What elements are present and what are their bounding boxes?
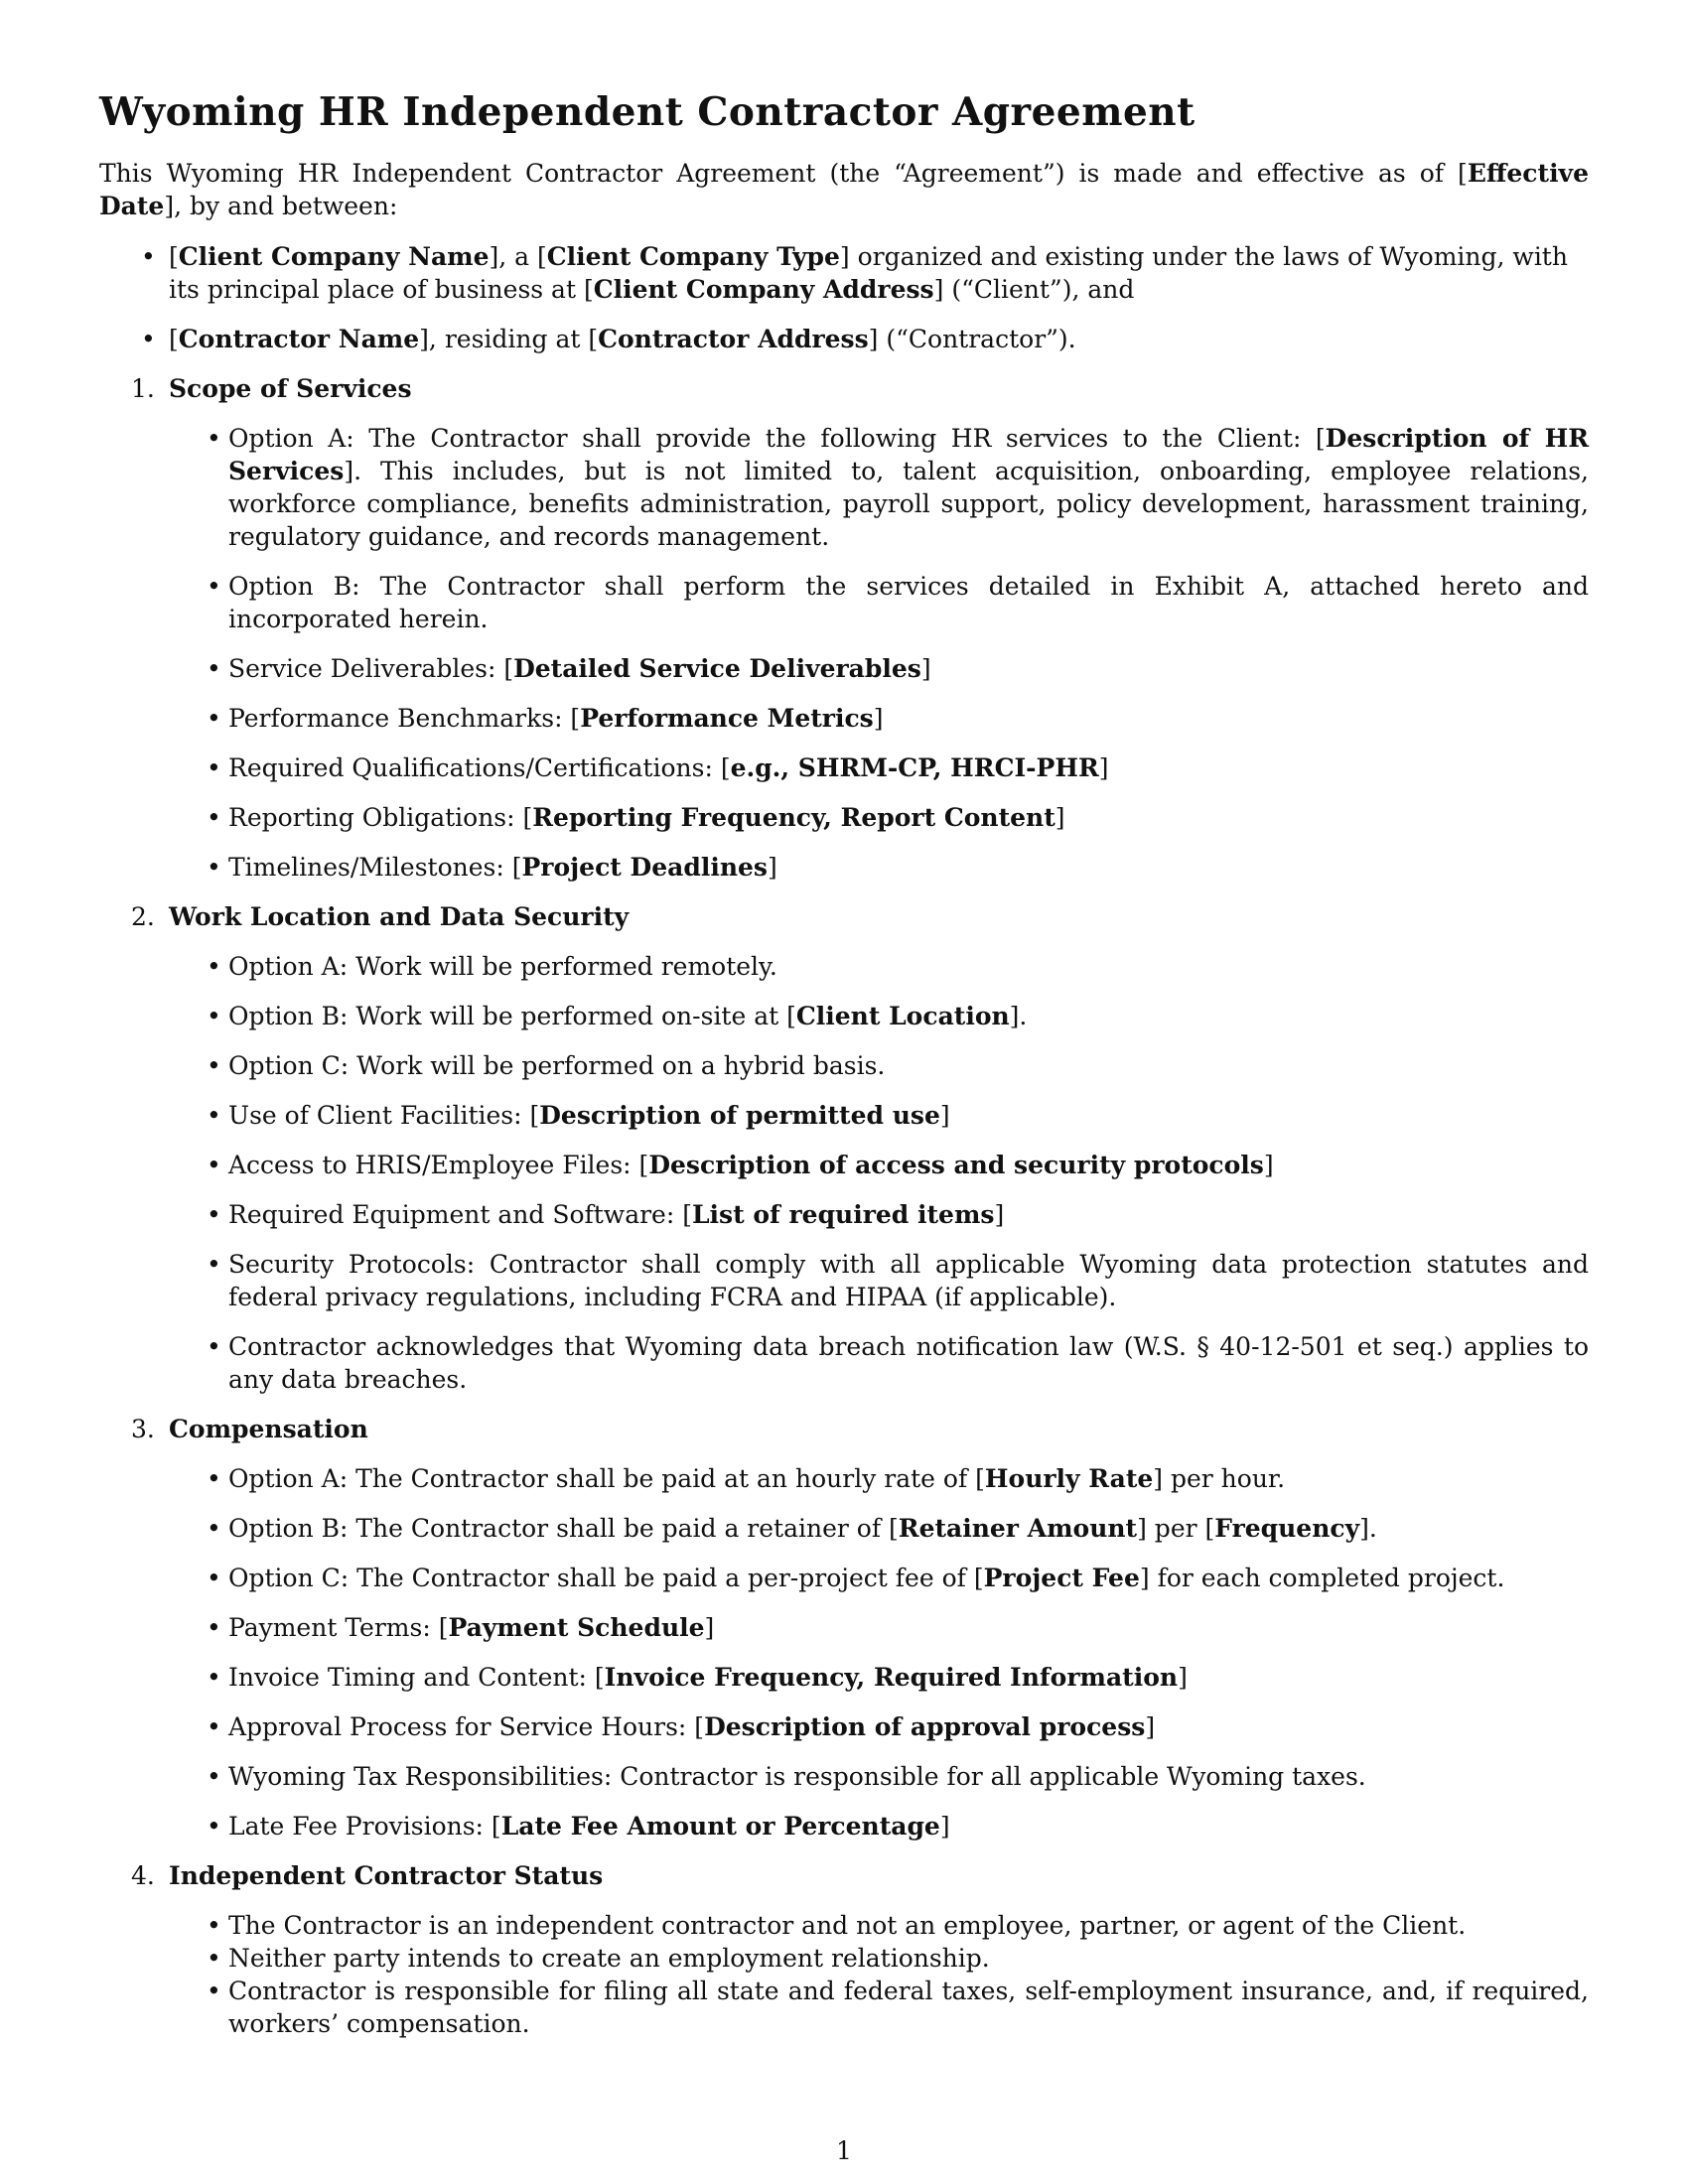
section-title: Work Location and Data Security — [169, 902, 630, 931]
placeholder-field: Reporting Frequency, Report Content — [532, 803, 1055, 832]
clause-text: Contractor acknowledges that Wyoming data breach notification law (W.S. § 40-12-501 et seq.) applies to any data breaches. — [228, 1332, 1589, 1394]
clause-item — [228, 1760, 1589, 1793]
clause-text: Wyoming Tax Responsibilities: Contractor is responsible for all applicable Wyoming taxes. — [228, 1762, 1366, 1791]
section-clause-list — [228, 1462, 1589, 1843]
placeholder-field: Frequency — [1214, 1514, 1360, 1543]
clause-text: ] — [939, 1812, 950, 1841]
clause-text: Use of Client Facilities: [ — [228, 1101, 540, 1130]
placeholder-field: Client Company Address — [593, 275, 934, 304]
clause-item — [228, 422, 1589, 553]
clause-text: ] — [704, 1613, 715, 1642]
clause-text: ]. This includes, but is not limited to, talent acquisition, onboarding, employee relations, workforce compliance, benefits administration, payroll support, policy development, harassment training, regulatory guidance, and records management. — [228, 457, 1589, 551]
clause-item — [228, 751, 1589, 784]
clause-item — [228, 1248, 1589, 1313]
placeholder-field: Hourly Rate — [984, 1464, 1154, 1493]
section-title: Scope of Services — [169, 374, 412, 403]
placeholder-field: e.g., SHRM-CP, HRCI-PHR — [730, 753, 1099, 782]
section-number: 2. — [131, 902, 155, 931]
clause-text: ] — [1055, 803, 1065, 832]
clause-text: Neither party intends to create an employment relationship. — [228, 1944, 990, 1973]
clause-text: ] — [939, 1101, 950, 1130]
parties-list — [99, 240, 1589, 355]
effective-date-placeholder: Effective Date — [99, 159, 1589, 220]
clause-text: The Contractor is an independent contractor and not an employee, partner, or agent of the Client. — [228, 1911, 1467, 1940]
clause-item — [228, 1330, 1589, 1396]
clause-text: ] organized and existing under the laws of Wyoming, with its principal place of business at [ — [169, 242, 1568, 304]
clause-text: Option C: The Contractor shall be paid a per-project fee of [ — [228, 1564, 984, 1592]
clause-text: ] — [1145, 1712, 1156, 1741]
clause-text: Approval Process for Service Hours: [ — [228, 1712, 705, 1741]
document-title: Wyoming HR Independent Contractor Agreement — [99, 89, 1196, 135]
clause-item — [228, 1512, 1589, 1545]
placeholder-field: Description of permitted use — [539, 1101, 940, 1130]
section-item — [99, 1859, 1589, 2040]
clause-text: Option A: The Contractor shall provide the following HR services to the Client: [ — [228, 424, 1326, 453]
placeholder-field: Contractor Name — [178, 325, 420, 353]
clause-text: ] per [ — [1137, 1514, 1215, 1543]
placeholder-field: Project Fee — [983, 1564, 1140, 1592]
section-title: Independent Contractor Status — [169, 1861, 604, 1890]
sections-list — [99, 372, 1589, 2040]
party-item — [99, 240, 1589, 306]
intro-paragraph — [99, 157, 1589, 222]
intro-text-after: ], by and between: — [164, 192, 398, 220]
clause-text: ] — [1263, 1151, 1274, 1179]
clause-text: ] — [767, 853, 777, 882]
clause-text: Option C: Work will be performed on a hybrid basis. — [228, 1051, 886, 1080]
placeholder-field: Description of HR Services — [228, 424, 1589, 485]
clause-text: ]. — [1009, 1002, 1028, 1030]
clause-text: Security Protocols: Contractor shall comply with all applicable Wyoming data protection statutes and federal privacy regulations, including FCRA and HIPAA (if applicable). — [228, 1250, 1589, 1311]
placeholder-field: Project Deadlines — [521, 853, 768, 882]
clause-text: Access to HRIS/Employee Files: [ — [228, 1151, 649, 1179]
clause-text: Contractor is responsible for filing all state and federal taxes, self-employment insurance, and, if required, workers’ compensation. — [228, 1977, 1589, 2038]
clause-item — [228, 1000, 1589, 1032]
clause-text: Reporting Obligations: [ — [228, 803, 533, 832]
placeholder-field: Late Fee Amount or Percentage — [500, 1812, 940, 1841]
clause-text: ] — [873, 704, 884, 733]
clause-item — [228, 1099, 1589, 1132]
intro-text-before: This Wyoming HR Independent Contractor Agreement (the “Agreement”) is made and effective as of [ — [99, 159, 1468, 188]
section-item — [99, 372, 1589, 884]
placeholder-field: Client Company Name — [178, 242, 490, 271]
clause-text: Service Deliverables: [ — [228, 654, 514, 683]
clause-text: Late Fee Provisions: [ — [228, 1812, 501, 1841]
clause-text: ] (“Contractor”). — [868, 325, 1076, 353]
clause-text: ] — [1098, 753, 1109, 782]
clause-item — [228, 1149, 1589, 1181]
placeholder-field: Description of access and security protocols — [648, 1151, 1264, 1179]
clause-item — [228, 1942, 1589, 1975]
clause-text: Option A: Work will be performed remotely. — [228, 952, 777, 981]
section-title: Compensation — [169, 1415, 368, 1443]
placeholder-field: Client Company Type — [546, 242, 840, 271]
document-page — [99, 87, 1589, 2054]
clause-item — [228, 950, 1589, 983]
placeholder-field: Retainer Amount — [898, 1514, 1138, 1543]
clause-text: ], a [ — [489, 242, 547, 271]
section-clause-list — [228, 422, 1589, 884]
clause-text: ] per hour. — [1153, 1464, 1286, 1493]
clause-text: Required Qualifications/Certifications: [ — [228, 753, 731, 782]
clause-item — [228, 801, 1589, 834]
section-item — [99, 1413, 1589, 1843]
clause-text: Option A: The Contractor shall be paid at an hourly rate of [ — [228, 1464, 985, 1493]
clause-item — [228, 1810, 1589, 1843]
clause-text: ] (“Client”), and — [933, 275, 1135, 304]
clause-text: Payment Terms: [ — [228, 1613, 449, 1642]
clause-text: Performance Benchmarks: [ — [228, 704, 581, 733]
placeholder-field: List of required items — [691, 1200, 995, 1229]
clause-text: ] for each completed project. — [1139, 1564, 1505, 1592]
placeholder-field: Performance Metrics — [580, 704, 874, 733]
clause-text: ] — [994, 1200, 1005, 1229]
clause-item — [228, 851, 1589, 884]
clause-text: ]. — [1359, 1514, 1377, 1543]
section-number: 3. — [131, 1415, 155, 1443]
clause-item — [228, 1975, 1589, 2040]
clause-item — [228, 1562, 1589, 1594]
clause-item — [228, 1909, 1589, 1942]
clause-text: Option B: Work will be performed on-site at [ — [228, 1002, 796, 1030]
clause-item — [228, 702, 1589, 735]
clause-item — [228, 652, 1589, 685]
party-item — [99, 323, 1589, 355]
clause-text: ] — [1178, 1663, 1188, 1692]
page-number: 1 — [836, 2136, 852, 2165]
clause-item — [228, 570, 1589, 635]
clause-text: [ — [169, 325, 179, 353]
clause-item — [228, 1611, 1589, 1644]
section-clause-list — [228, 1909, 1589, 2040]
placeholder-field: Invoice Frequency, Required Information — [604, 1663, 1179, 1692]
clause-item — [228, 1462, 1589, 1495]
placeholder-field: Description of approval process — [704, 1712, 1146, 1741]
placeholder-field: Payment Schedule — [448, 1613, 705, 1642]
clause-text: Option B: The Contractor shall be paid a retainer of [ — [228, 1514, 899, 1543]
clause-item — [228, 1198, 1589, 1231]
placeholder-field: Client Location — [795, 1002, 1010, 1030]
clause-item — [228, 1049, 1589, 1082]
placeholder-field: Contractor Address — [598, 325, 869, 353]
section-number: 1. — [131, 374, 155, 403]
clause-text: Invoice Timing and Content: [ — [228, 1663, 605, 1692]
clause-text: Required Equipment and Software: [ — [228, 1200, 692, 1229]
section-number: 4. — [131, 1861, 155, 1890]
clause-text: ] — [920, 654, 931, 683]
clause-text: ], residing at [ — [419, 325, 599, 353]
clause-item — [228, 1710, 1589, 1743]
clause-text: Option B: The Contractor shall perform the services detailed in Exhibit A, attached hereto and incorporated herein. — [228, 572, 1589, 633]
clause-text: Timelines/Milestones: [ — [228, 853, 522, 882]
section-item — [99, 900, 1589, 1396]
section-clause-list — [228, 950, 1589, 1396]
clause-text: [ — [169, 242, 179, 271]
clause-item — [228, 1661, 1589, 1694]
placeholder-field: Detailed Service Deliverables — [513, 654, 921, 683]
